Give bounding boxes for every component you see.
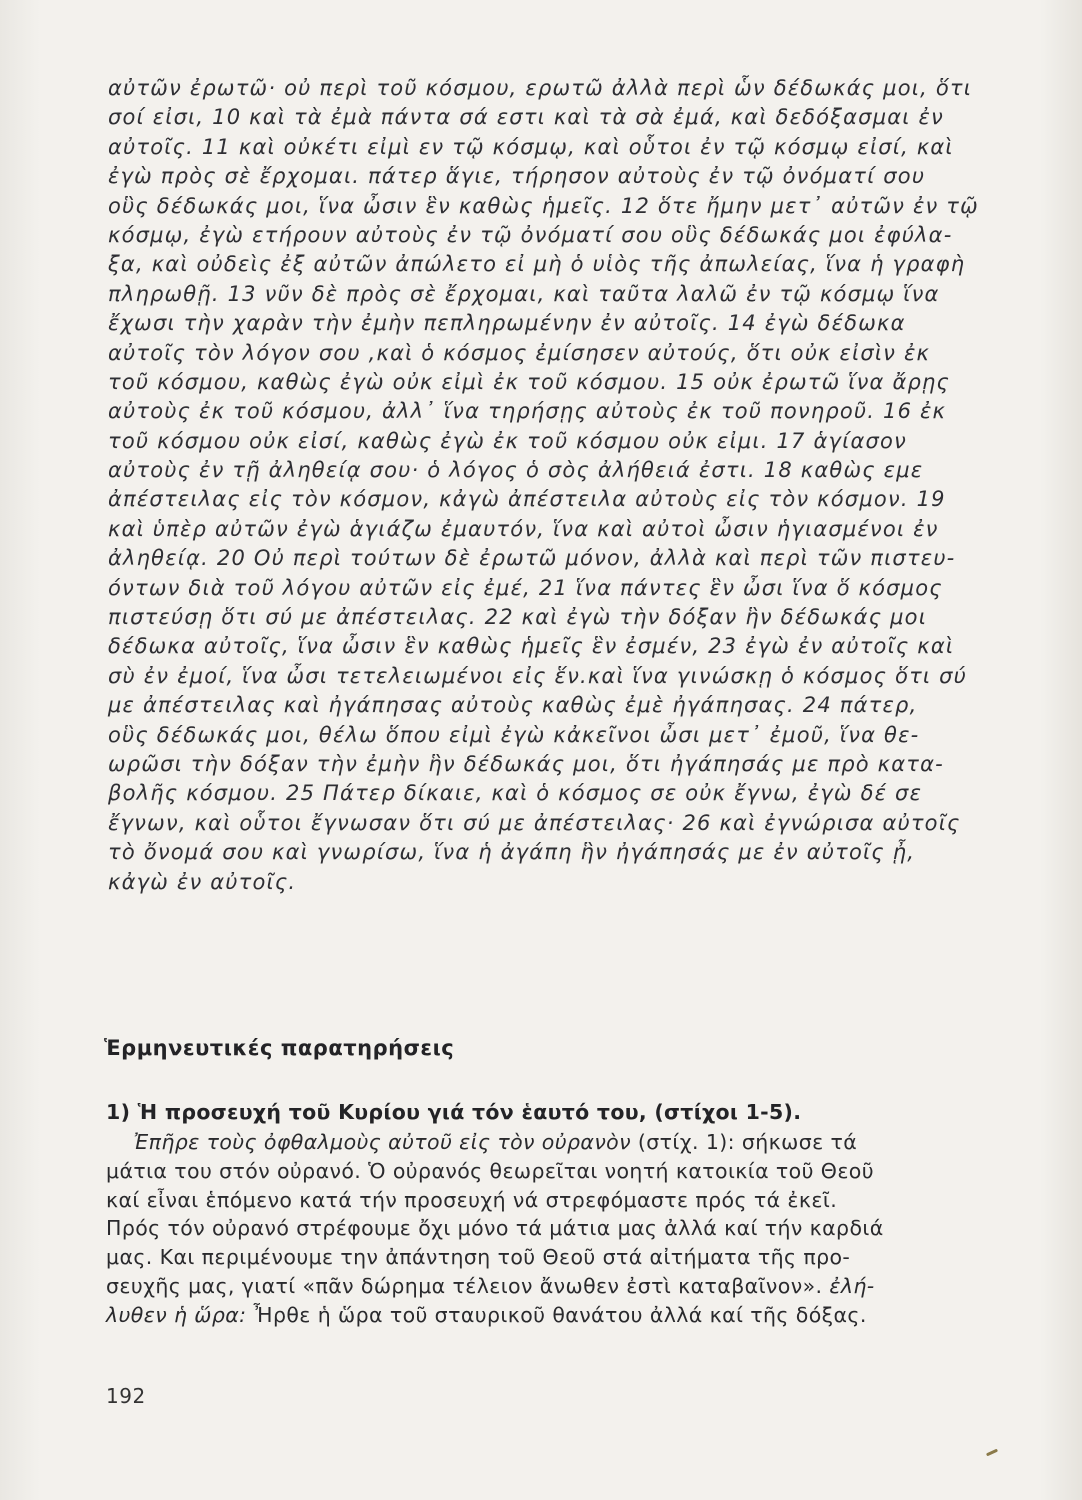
scripture-line: αὐτοῖς τὸν λόγον σου ,καὶ ὁ κόσμος ἐμίσησεν αὐτούς, ὅτι οὐκ εἰσὶν ἐκ [108,340,931,365]
scripture-block [108,74,979,897]
scripture-line: ωρῶσι τὴν δόξαν τὴν ἐμὴν ἣν δέδωκάς μοι, ὅτι ἠγάπησάς με πρὸ κατα- [108,751,944,776]
subsection-heading: 1) Ἡ προσευχή τοῦ Κυρίου γιά τόν ἑαυτό του, (στίχοι 1-5). [106,1100,802,1124]
commentary-text: Ἦρθε ἡ ὥρα τοῦ σταυρικοῦ θανάτου ἀλλά καί τῆς δόξας. [246,1302,867,1327]
commentary-line [106,1128,966,1157]
scripture-line: με ἀπέστειλας καὶ ἠγάπησας αὐτοὺς καθὼς ἐμὲ ἠγάπησας. 24 πάτερ, [108,693,918,718]
scripture-line: πληρωθῇ. 13 νῦν δὲ πρὸς σὲ ἔρχομαι, καὶ ταῦτα λαλῶ ἐν τῷ κόσμῳ ἵνα [108,281,940,306]
scripture-line: σοί εἰσι, 10 καὶ τὰ ἐμὰ πάντα σά εστι καὶ τὰ σὰ ἐμά, καὶ δεδόξασμαι ἐν [108,105,944,130]
scripture-line: κόσμῳ, ἐγὼ ετήρουν αὐτοὺς ἐν τῷ ὀνόματί σου οὓς δέδωκάς μοι ἐφύλα- [108,222,953,247]
scripture-line: οὓς δέδωκάς μοι, ἵνα ὦσιν ἓν καθὼς ἡμεῖς. 12 ὅτε ἤμην μετ᾽ αὐτῶν ἐν τῷ [108,193,979,218]
scripture-line: ἀληθείᾳ. 20 Οὐ περὶ τούτων δὲ ἐρωτῶ μόνον, ἀλλὰ καὶ περὶ τῶν πιστευ- [108,546,956,571]
commentary-line [106,1272,966,1301]
scripture-line: βολῆς κόσμου. 25 Πάτερ δίκαιε, καὶ ὁ κόσμος σε οὐκ ἔγνω, ἐγὼ δέ σε [108,781,923,806]
scripture-line: καὶ ὑπὲρ αὐτῶν ἐγὼ ἁγιάζω ἐμαυτόν, ἵνα καὶ αὐτοὶ ὦσιν ἡγιασμένοι ἐν [108,516,939,541]
scripture-line: ἐγὼ πρὸς σὲ ἔρχομαι. πάτερ ἅγιε, τήρησον αὐτοὺς ἐν τῷ ὀνόματί σου [108,164,926,189]
scripture-line: κἀγὼ ἐν αὐτοῖς. [108,869,297,894]
commentary-text: σευχῆς μας, γιατί «πᾶν δώρημα τέλειον ἄνωθεν ἐστὶ καταβαῖνον». [106,1273,823,1298]
scripture-line: όντων διὰ τοῦ λόγου αὐτῶν εἰς ἐμέ, 21 ἵνα πάντες ἓν ὦσι ἵνα ὅ κόσμος [108,575,943,600]
commentary-line [106,1301,966,1330]
scripture-line: αὐτοὺς ἐκ τοῦ κόσμου, ἀλλ᾽ ἵνα τηρήσῃς αὐτοὺς ἐκ τοῦ πονηροῦ. 16 ἐκ [108,399,947,424]
quoted-scripture: Ἐπῆρε τοὺς ὀφθαλμοὺς αὐτοῦ εἰς τὸν οὐρανὸν [133,1130,631,1154]
scripture-line: ξα, καὶ οὐδεὶς ἐξ αὐτῶν ἀπώλετο εἰ μὴ ὁ υἱὸς τῆς ἀπωλείας, ἵνα ἡ γραφὴ [108,252,966,277]
scripture-line: ἔχωσι τὴν χαρὰν τὴν ἐμὴν πεπληρωμένην ἐν αὐτοῖς. 14 ἐγὼ δέδωκα [108,311,906,336]
scripture-line: αὐτοὺς ἐν τῇ ἀληθείᾳ σου· ὁ λόγος ὁ σὸς ἀλήθειά ἐστι. 18 καθὼς εμε [108,458,924,483]
scripture-line: σὺ ἐν ἐμοί, ἵνα ὦσι τετελειωμένοι εἰς ἕν.καὶ ἵνα γινώσκῃ ὁ κόσμος ὅτι σύ [108,663,967,688]
quoted-scripture: λυθεν ἡ ὥρα: [106,1302,247,1327]
scripture-line: αὐτῶν ἐρωτῶ· οὐ περὶ τοῦ κόσμου, ερωτῶ ἀλλὰ περὶ ὧν δέδωκάς μοι, ὅτι [108,76,973,100]
commentary-block [106,1128,966,1330]
scripture-line: πιστεύσῃ ὅτι σύ με ἀπέστειλας. 22 καὶ ἐγὼ τὴν δόξαν ἣν δέδωκάς μοι [108,605,928,630]
scripture-line: τοῦ κόσμου, καθὼς ἐγὼ οὐκ εἰμὶ ἐκ τοῦ κόσμου. 15 οὐκ ἐρωτῶ ἵνα ἄρῃς [108,369,951,394]
scripture-line: τοῦ κόσμου οὐκ εἰσί, καθὼς ἐγὼ ἐκ τοῦ κόσμου οὐκ εἰμι. 17 ἁγίασον [108,428,907,453]
quoted-scripture: ἐλή- [822,1273,875,1298]
commentary-line: μάτια του στόν οὐρανό. Ὁ οὐρανός θεωρεῖται νοητή κατοικία τοῦ Θεοῦ [106,1158,875,1183]
commentary-text: (στίχ. 1): σήκωσε τά [630,1130,858,1154]
scripture-line: τὸ ὄνομά σου καὶ γνωρίσω, ἵνα ἡ ἀγάπη ἣν ἠγάπησάς με ἐν αὐτοῖς ᾖ, [108,840,916,865]
commentary-line: μας. Και περιμένουμε την ἀπάντηση τοῦ Θεοῦ στά αἰτήματα τῆς προ- [106,1245,851,1270]
scripture-line: ἀπέστειλας εἰς τὸν κόσμον, κἀγὼ ἀπέστειλα αὐτοὺς εἰς τὸν κόσμον. 19 [108,487,946,512]
page-number: 192 [106,1384,146,1408]
scripture-line: δέδωκα αὐτοῖς, ἵνα ὦσιν ἓν καθὼς ἡμεῖς ἓν ἐσμέν, 23 ἐγὼ ἐν αὐτοῖς καὶ [108,634,955,659]
commentary-line: Πρός τόν οὐρανό στρέφουμε ὄχι μόνο τά μάτια μας ἀλλά καί τήν καρδιά [106,1216,884,1241]
scan-speck [986,1449,998,1457]
commentary-line: καί εἶναι ἑπόμενο κατά τήν προσευχή νά στρεφόμαστε πρός τά ἐκεῖ. [106,1187,838,1212]
scripture-line: ἔγνων, καὶ οὗτοι ἔγνωσαν ὅτι σύ με ἀπέστειλας· 26 καὶ ἐγνώρισα αὐτοῖς [108,810,961,835]
scripture-line: οὓς δέδωκάς μοι, θέλω ὅπου εἰμὶ ἐγὼ κἀκεῖνοι ὦσι μετ᾽ ἐμοῦ, ἵνα θε- [108,722,920,747]
section-heading: Ἑρμηνευτικές παρατηρήσεις [104,1036,455,1060]
scripture-line: αὐτοῖς. 11 καὶ οὐκέτι εἰμὶ εν τῷ κόσμῳ, καὶ οὗτοι ἐν τῷ κόσμῳ εἰσί, καὶ [108,134,954,159]
